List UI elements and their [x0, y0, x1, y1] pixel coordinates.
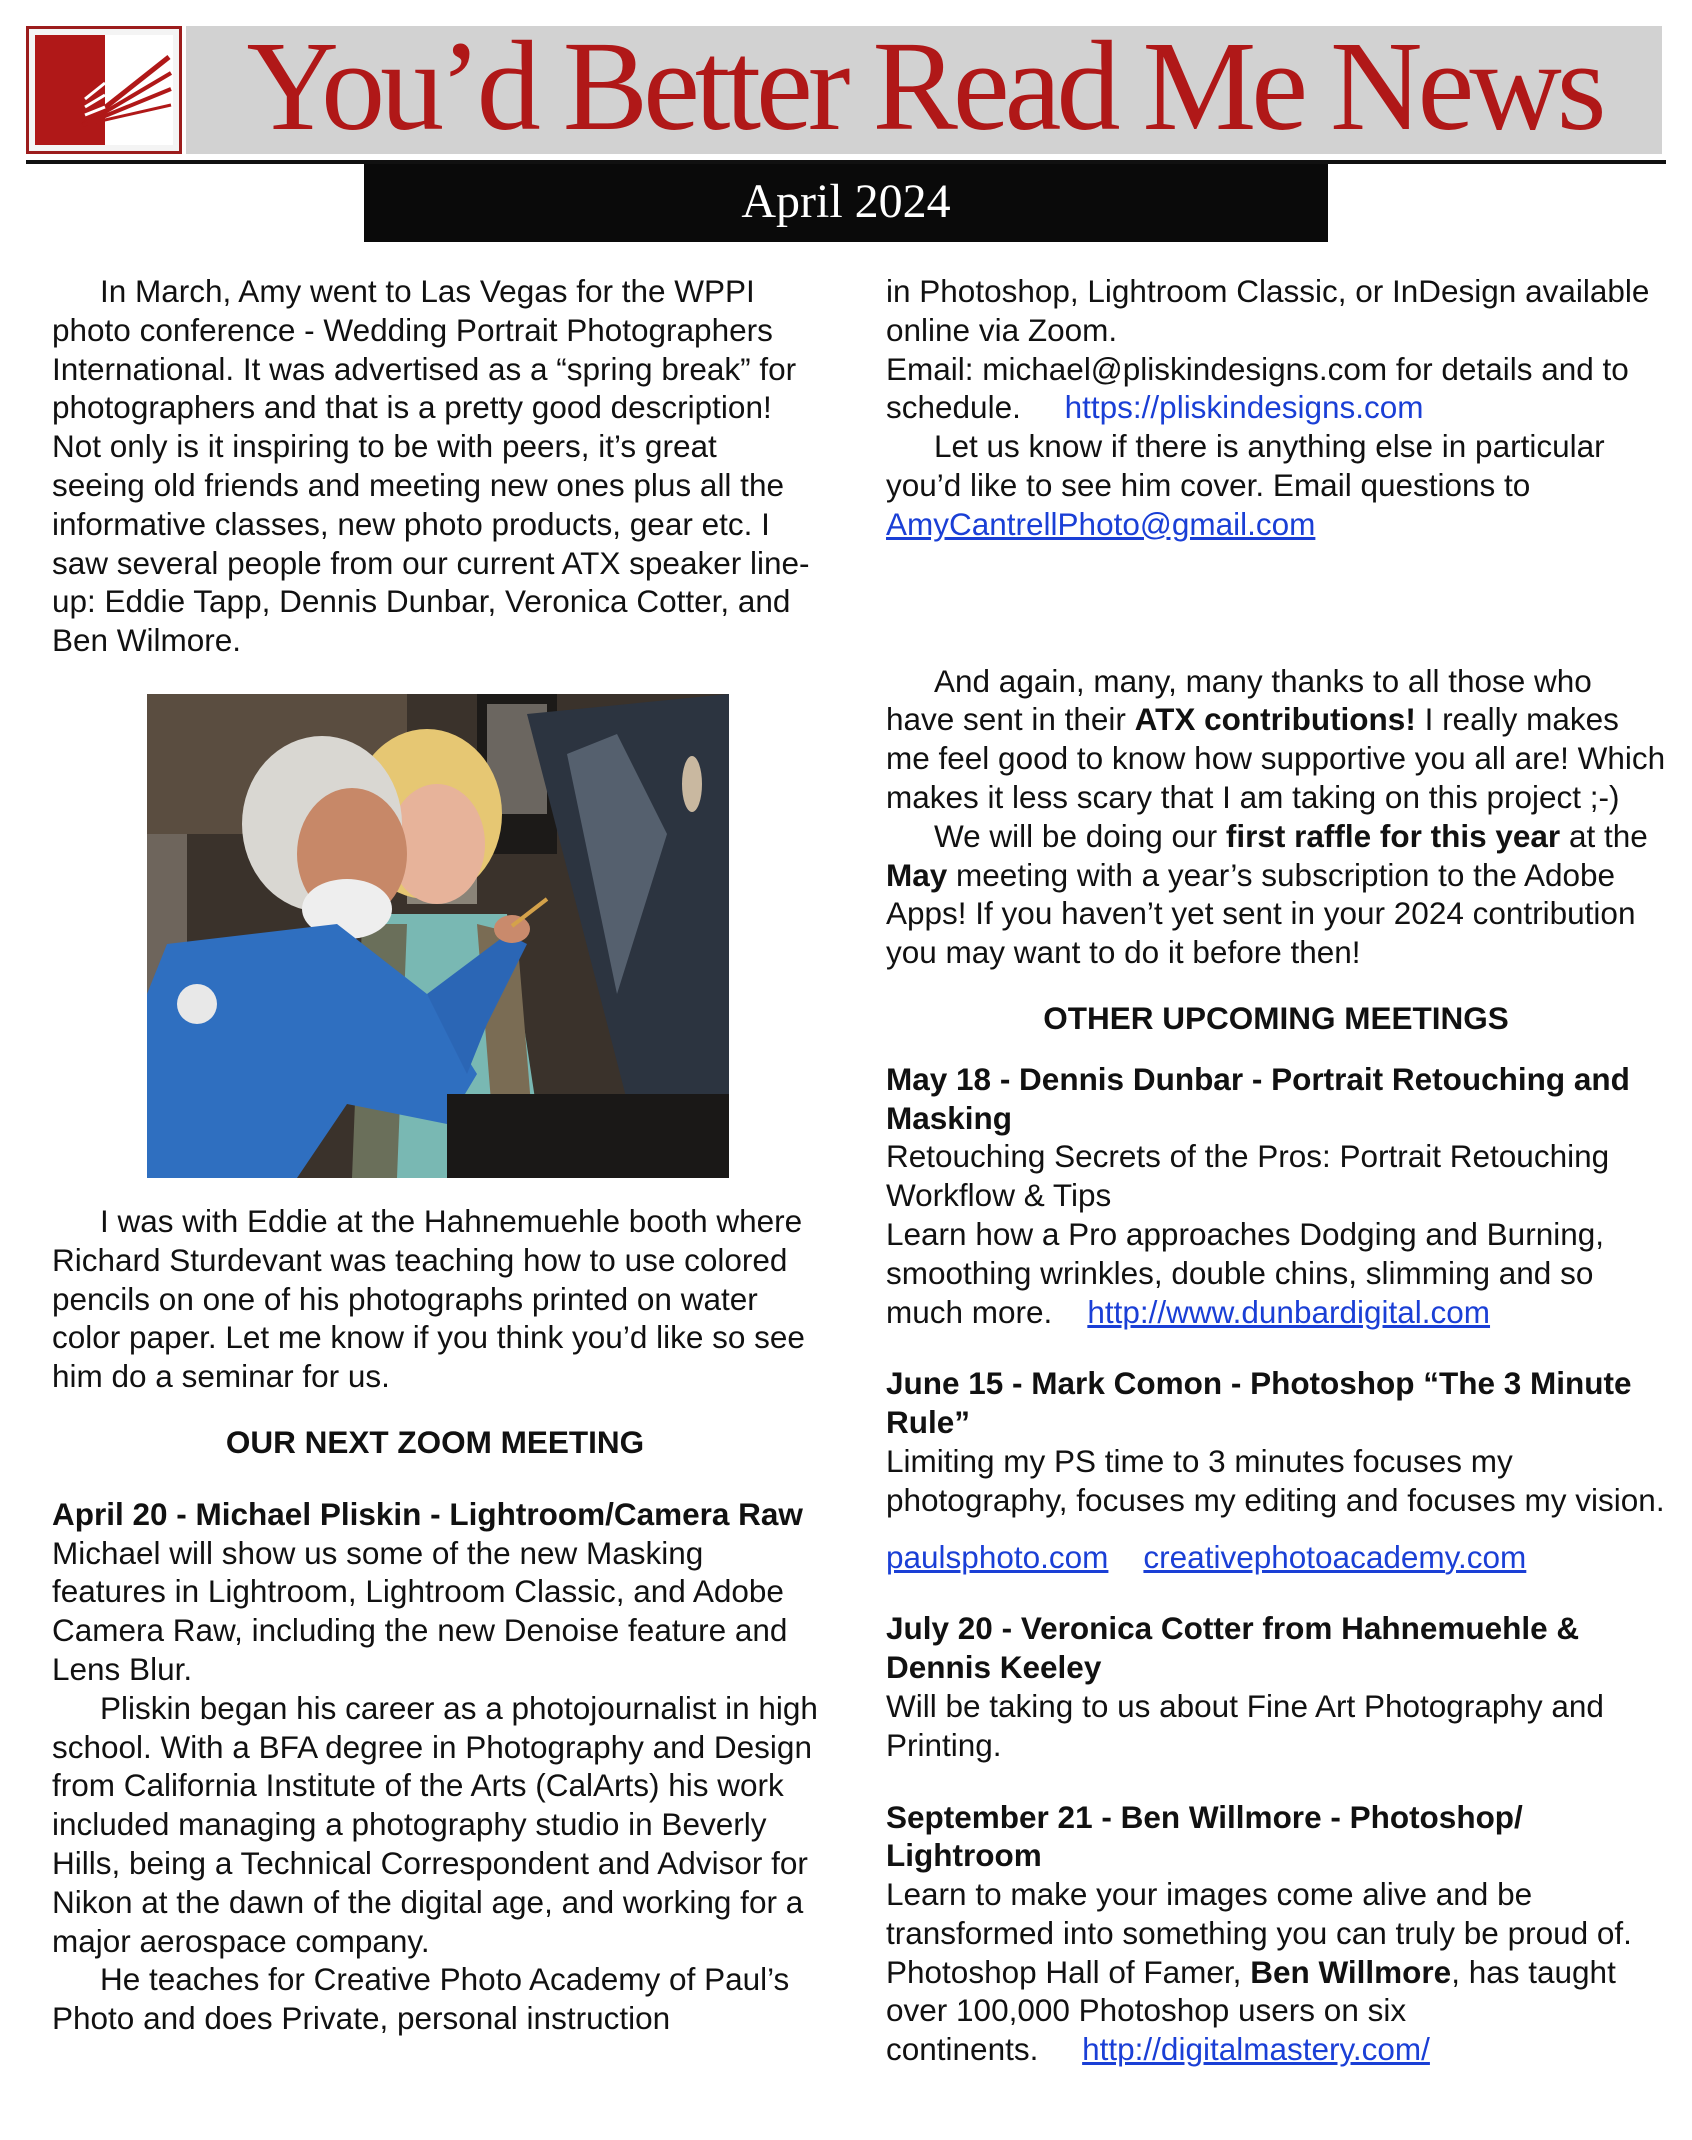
thanks-text-c: I really makes me feel good to know how supportive you all are! Which makes it less scary that I am taking on this project ;-) — [886, 701, 1666, 815]
raffle-text-b: first raffle for this year — [1225, 817, 1561, 854]
may-event-title: May 18 - Dennis Dunbar - Portrait Retouching and Masking — [886, 1060, 1630, 1136]
sep-desc-c: , has taught over 100,000 Photoshop users on six continents. — [886, 1953, 1616, 2068]
raffle-text-e: meeting with a year’s subscription to the Adobe Apps! If you haven’t yet sent in your 2024 contribution you may want to do it before then! — [886, 856, 1636, 971]
other-meetings-heading: OTHER UPCOMING MEETINGS — [1043, 999, 1509, 1036]
email-line: Email: michael@pliskindesigns.com for details and to schedule. — [886, 350, 1629, 426]
pliskin-website-link[interactable]: https://pliskindesigns.com — [1064, 389, 1424, 426]
email-paragraph — [886, 350, 1666, 428]
let-us-know-paragraph — [886, 427, 1666, 543]
pliskin-teaching: He teaches for Creative Photo Academy of Paul’s Photo and does Private, personal instruction — [52, 1961, 790, 2037]
may-event-desc-2-paragraph — [886, 1215, 1666, 1331]
june-event-title: June 15 - Mark Comon - Photoshop “The 3 Minute Rule” — [886, 1365, 1632, 1441]
let-us-know-text: Let us know if there is anything else in particular you’d like to see him cover. Email questions to — [886, 428, 1605, 503]
june-links — [886, 1538, 1666, 1577]
raffle-text-a: We will be doing our — [934, 817, 1218, 854]
left-column — [52, 272, 818, 2038]
intro-paragraph: In March, Amy went to Las Vegas for the WPPI photo conference - Wedding Portrait Photographers International. It was advertised as a “spring break” for photographers and that is a pretty good description! Not only is it inspiring to be with peers, it’s great seeing old friends and meeting new ones plus all the informative classes, new photo products, gear etc. I saw several people from our current ATX speaker line-up: Eddie Tapp, Dennis Dunbar, Veronica Cotter, and Ben Wilmore. — [52, 273, 810, 659]
thanks-text-a: And again, many, many thanks to all those who have sent in their — [886, 662, 1592, 738]
july-event-title: July 20 - Veronica Cotter from Hahnemuehle & Dennis Keeley — [886, 1610, 1580, 1686]
newsletter-logo — [26, 26, 182, 154]
april-event-title: April 20 - Michael Pliskin - Lightroom/Camera Raw — [52, 1495, 803, 1532]
raffle-paragraph — [886, 817, 1666, 972]
september-event-desc — [886, 1875, 1666, 2069]
may-event-desc-2: Learn how a Pro approaches Dodging and Burning, smoothing wrinkles, double chins, slimming and so much more. — [886, 1215, 1604, 1330]
zoom-meeting-heading: OUR NEXT ZOOM MEETING — [225, 1423, 645, 1460]
may-event-desc-1: Retouching Secrets of the Pros: Portrait Retouching Workflow & Tips — [886, 1138, 1610, 1214]
raffle-text-c: at the — [1568, 817, 1648, 854]
creativephotoacademy-link[interactable]: creativephotoacademy.com — [1143, 1538, 1527, 1575]
photo-caption: I was with Eddie at the Hahnemuehle booth where Richard Sturdevant was teaching how to use colored pencils on one of his photographs printed on water color paper. Let me know if you think you’d like so see him do a seminar for us. — [52, 1202, 805, 1395]
issue-date: April 2024 — [364, 164, 1328, 242]
pliskin-bio: Pliskin began his career as a photojournalist in high school. With a BFA degree in Photography and Design from California Institute of the Arts (CalArts) his work included managing a photography studio in Beverly Hills, being a Technical Correspondent and Advisor for Nikon at the dawn of the digital age, and working for a major aerospace company. — [52, 1689, 818, 1959]
paulsphoto-link[interactable]: paulsphoto.com — [886, 1538, 1109, 1575]
newsletter-title: You’d Better Read Me News — [246, 15, 1602, 157]
continued-text: in Photoshop, Lightroom Classic, or InDesign available online via Zoom. — [886, 273, 1650, 348]
dunbar-website-link[interactable]: http://www.dunbardigital.com — [1087, 1293, 1491, 1330]
amy-email-link[interactable]: AmyCantrellPhoto@gmail.com — [886, 505, 1316, 542]
april-event-description: Michael will show us some of the new Masking features in Lightroom, Lightroom Classic, and Adobe Camera Raw, including the new Denoise feature and Lens Blur. — [52, 1534, 788, 1687]
thanks-text-b: ATX contributions! — [1134, 701, 1416, 738]
sep-desc-b: Ben Willmore — [1250, 1953, 1452, 1990]
june-event-desc: Limiting my PS time to 3 minutes focuses my photography, focuses my editing and focuses my vision. — [886, 1442, 1665, 1518]
sep-desc-a: Learn to make your images come alive and be transformed into something you can truly be proud of. Photoshop Hall of Famer, — [886, 1876, 1632, 1990]
september-event-title: September 21 - Ben Willmore - Photoshop/ Lightroom — [886, 1798, 1523, 1874]
right-column — [886, 272, 1666, 2069]
raffle-text-d: May — [886, 856, 948, 893]
booth-photo — [147, 694, 729, 1178]
july-event-desc: Will be taking to us about Fine Art Photography and Printing. — [886, 1687, 1604, 1763]
thanks-paragraph — [886, 662, 1666, 817]
digitalmastery-link[interactable]: http://digitalmastery.com/ — [1082, 2031, 1430, 2068]
